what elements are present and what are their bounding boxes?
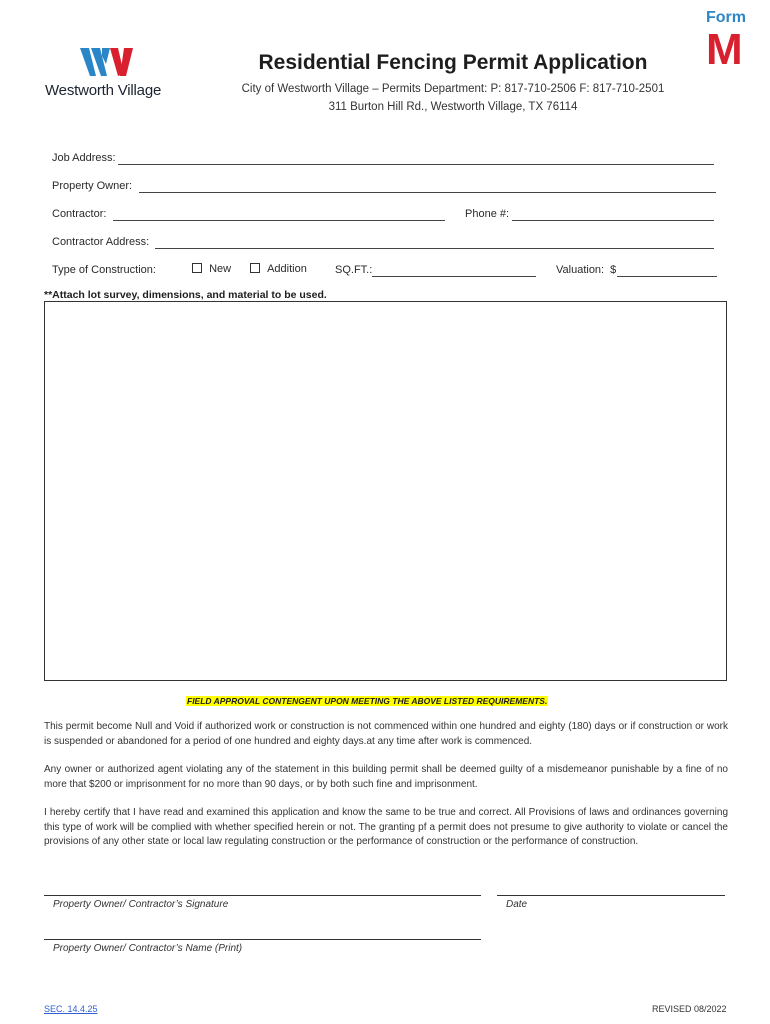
print-name-label: Property Owner/ Contractor’s Name (Print) <box>53 943 243 954</box>
job-address-label: Job Address: <box>52 152 116 164</box>
contact-line: City of Westworth Village – Permits Department: P: 817-710-2506 F: 817-710-2501 <box>241 83 665 95</box>
property-owner-row <box>52 180 132 192</box>
phone-label: Phone #: <box>465 208 510 220</box>
paragraph-violation: Any owner or authorized agent violating any of the statement in this building permit shall be deemed guilty of a misdemeanor punishable by a fine of no more that $200 or imprisonment for no more than 90 days, or by both such fine and imprisonment. <box>44 764 728 790</box>
valuation-label: Valuation: <box>556 264 605 276</box>
option-new[interactable] <box>192 263 231 275</box>
paragraph-certification: I hereby certify that I have read and examined this application and know the same to be true and correct. All Provisions of laws and ordinances governing this type of work will be complied with whether specified herein or not. The granting pf a permit does not presume to give authority to violate or cancel the provisions of any other state or local law regulating construction or the performance of construction or the performance of construction. <box>44 807 728 847</box>
signature-line[interactable] <box>44 895 481 896</box>
date-label: Date <box>506 899 528 910</box>
new-checkbox[interactable] <box>192 263 202 273</box>
form-label: Form <box>706 9 746 26</box>
addition-label: Addition <box>267 263 307 275</box>
valuation-row <box>556 264 616 276</box>
type-of-construction-row <box>52 264 156 276</box>
approval-note: FIELD APPROVAL CONTENGENT UPON MEETING THE ABOVE LISTED REQUIREMENTS. <box>187 696 548 706</box>
valuation-field[interactable] <box>617 276 717 277</box>
form-letter: M <box>706 25 743 74</box>
job-address-field[interactable] <box>118 164 714 165</box>
date-line[interactable] <box>497 895 725 896</box>
logo-text: Westworth Village <box>45 82 162 99</box>
print-name-line[interactable] <box>44 939 481 940</box>
addition-checkbox[interactable] <box>250 263 260 273</box>
contractor-address-label: Contractor Address: <box>52 236 150 248</box>
section-link[interactable]: SEC. 14.4.25 <box>44 1004 98 1014</box>
page-title: Residential Fencing Permit Application <box>258 51 648 74</box>
drawing-area[interactable] <box>44 301 727 681</box>
contractor-label: Contractor: <box>52 208 107 220</box>
option-addition[interactable] <box>250 263 307 275</box>
type-of-construction-label: Type of Construction: <box>52 264 156 276</box>
westworth-w-logo-icon <box>80 46 138 80</box>
new-label: New <box>209 263 232 275</box>
sq-ft-row <box>335 264 372 276</box>
contractor-address-row <box>52 236 149 248</box>
contractor-address-field[interactable] <box>155 248 714 249</box>
sq-ft-label: SQ.FT.: <box>335 264 373 276</box>
attach-note: **Attach lot survey, dimensions, and material to be used. <box>44 289 327 301</box>
contractor-field[interactable] <box>113 220 445 221</box>
property-owner-label: Property Owner: <box>52 180 133 192</box>
sq-ft-field[interactable] <box>372 276 536 277</box>
phone-row <box>465 208 509 220</box>
revised-date: REVISED 08/2022 <box>652 1004 727 1014</box>
address-line: 311 Burton Hill Rd., Westworth Village, TX 76114 <box>328 101 578 113</box>
property-owner-field[interactable] <box>139 192 716 193</box>
phone-field[interactable] <box>512 220 714 221</box>
job-address-row <box>52 152 116 164</box>
valuation-dollar: $ <box>610 264 617 276</box>
signature-label: Property Owner/ Contractor’s Signature <box>53 899 229 910</box>
contractor-row <box>52 208 106 220</box>
paragraph-null-void: This permit become Null and Void if authorized work or construction is not commenced within one hundred and eighty (180) days or if construction or work is suspended or abandoned for a period of one hundred and eighty days.at any time after work is commenced. <box>44 721 728 747</box>
